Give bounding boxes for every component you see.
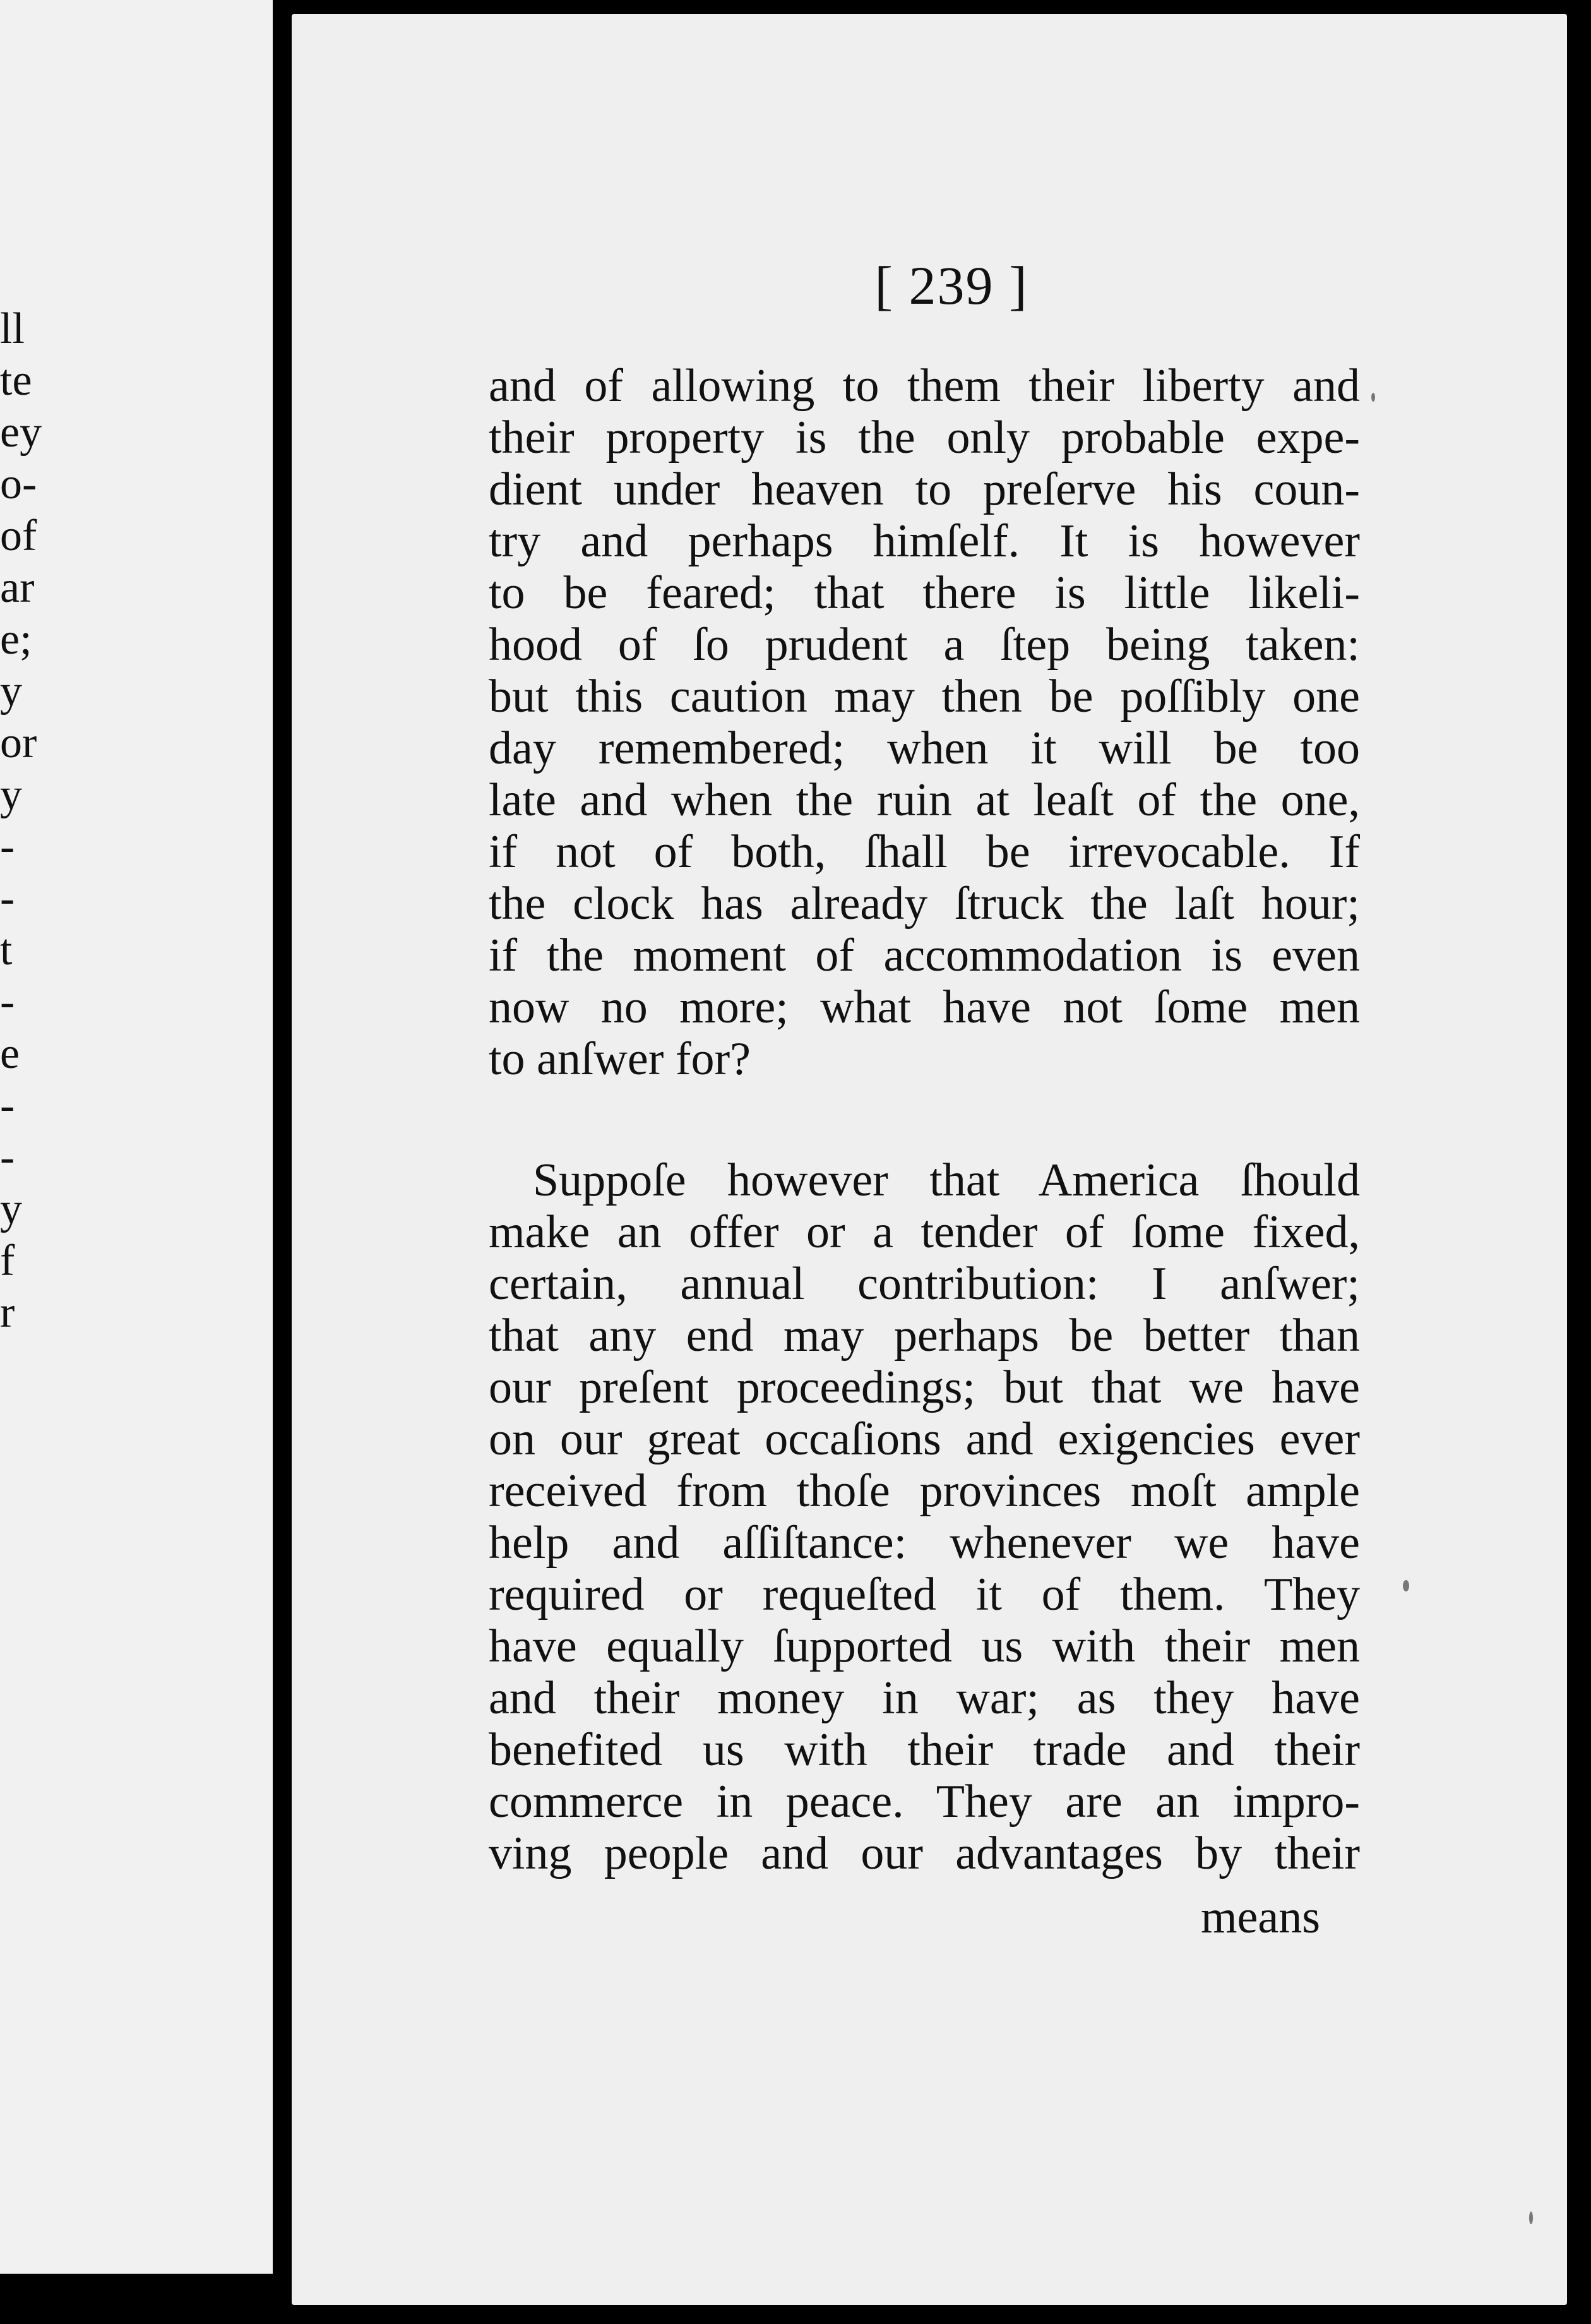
- left-fragment: e: [0, 1029, 20, 1078]
- text-line: hood of ſo prudent a ſtep being taken:: [489, 619, 1360, 671]
- text-line: and their money in war; as they have: [489, 1672, 1360, 1724]
- text-line: benefited us with their trade and their: [489, 1724, 1360, 1776]
- left-fragment: -: [0, 874, 15, 923]
- text-line: have equally ſupported us with their men: [489, 1620, 1360, 1672]
- text-line: late and when the ruin at leaſt of the one,: [489, 774, 1360, 826]
- left-fragment: ar: [0, 563, 35, 612]
- text-line: now no more; what have not ſome men: [489, 981, 1360, 1033]
- text-line: make an offer or a tender of ſome fixed,: [489, 1206, 1360, 1258]
- text-line: our preſent proceedings; but that we have: [489, 1362, 1360, 1413]
- text-line: try and perhaps himſelf. It is however: [489, 515, 1360, 567]
- left-fragment: -: [0, 1081, 15, 1130]
- left-page-text-fragments: [0, 303, 76, 1339]
- left-fragment: y: [0, 770, 22, 819]
- left-fragment: r: [0, 1288, 15, 1337]
- paragraph-gap: [489, 1085, 1360, 1154]
- left-fragment: -: [0, 1133, 15, 1182]
- left-fragment: -: [0, 978, 15, 1026]
- paper-speck: [1529, 2212, 1533, 2224]
- text-line: to be feared; that there is little likeli-: [489, 567, 1360, 619]
- left-fragment: ey: [0, 408, 42, 457]
- text-line: Suppoſe however that America ſhould: [533, 1154, 1360, 1206]
- right-page: [292, 14, 1567, 2305]
- left-fragment: y: [0, 1185, 22, 1233]
- text-line: if the moment of accommodation is even: [489, 930, 1360, 981]
- paper-speck: [1403, 1580, 1409, 1591]
- left-fragment: f: [0, 1237, 15, 1285]
- text-line: and of allowing to them their liberty and: [489, 360, 1360, 412]
- text-line: day remembered; when it will be too: [489, 722, 1360, 774]
- left-facing-page: [0, 0, 273, 2274]
- text-line: required or requeſted it of them. They: [489, 1569, 1360, 1620]
- text-line: that any end may perhaps be better than: [489, 1310, 1360, 1362]
- left-fragment: ll: [0, 304, 25, 353]
- paragraph-2: [489, 1154, 1360, 1879]
- paragraph-1: [489, 360, 1360, 1085]
- text-line: dient under heaven to preſerve his coun-: [489, 464, 1360, 515]
- paper-speck: [1371, 393, 1375, 402]
- left-fragment: te: [0, 356, 32, 405]
- page-number: [ 239 ]: [874, 255, 1028, 316]
- text-line: their property is the only probable expe-: [489, 412, 1360, 464]
- text-line: ving people and our advantages by their: [489, 1828, 1360, 1879]
- left-fragment: o-: [0, 460, 37, 508]
- text-line: commerce in peace. They are an impro-: [489, 1776, 1360, 1828]
- text-line: if not of both, ſhall be irrevocable. If: [489, 826, 1360, 878]
- left-fragment: or: [0, 719, 37, 767]
- text-line: received from thoſe provinces moſt ample: [489, 1465, 1360, 1517]
- text-line: but this caution may then be poſſibly one: [489, 671, 1360, 722]
- text-line: to anſwer for?: [489, 1033, 751, 1085]
- text-line: help and aſſiſtance: whenever we have: [489, 1517, 1360, 1569]
- left-fragment: e;: [0, 615, 32, 664]
- body-text: [489, 360, 1360, 1879]
- page-gutter: [273, 0, 292, 2324]
- text-line: certain, annual contribution: I anſwer;: [489, 1258, 1360, 1310]
- text-line: the clock has already ſtruck the laſt hour;: [489, 878, 1360, 930]
- left-fragment: -: [0, 822, 15, 871]
- catchword: means: [1201, 1891, 1321, 1943]
- left-fragment: of: [0, 512, 37, 560]
- text-line: on our great occaſions and exigencies ever: [489, 1413, 1360, 1465]
- left-fragment: y: [0, 667, 22, 716]
- left-fragment: t: [0, 926, 13, 974]
